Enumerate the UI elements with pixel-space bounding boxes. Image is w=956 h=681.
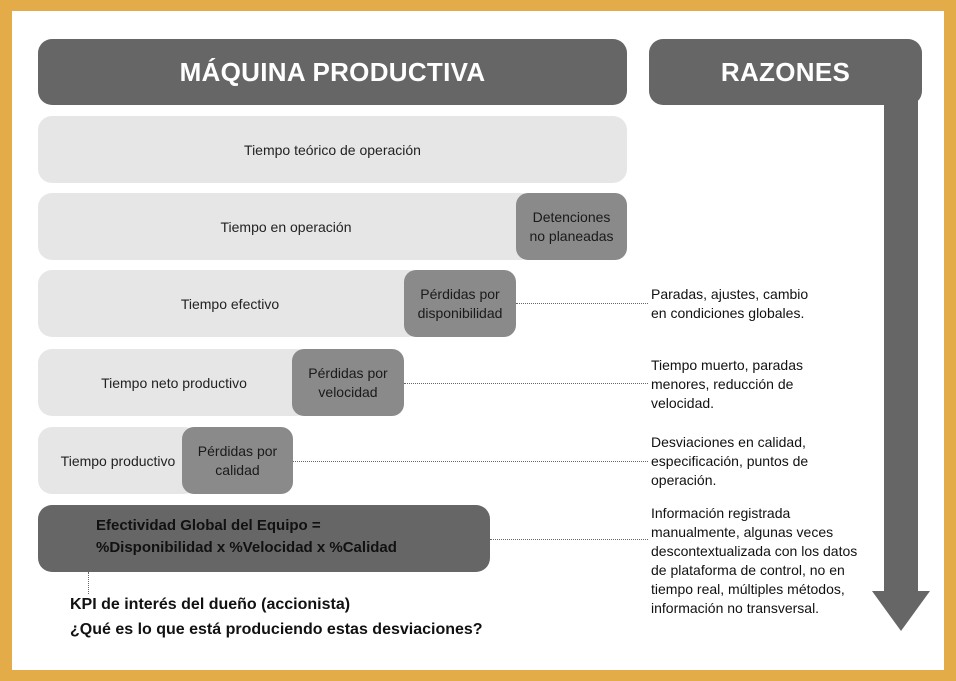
diagram-panel <box>12 11 944 670</box>
connector-speed <box>404 383 648 384</box>
reason-availability: Paradas, ajustes, cambio en condiciones globales. <box>651 286 809 321</box>
oee-formula-bar <box>38 505 490 572</box>
bar-theoretical-time <box>38 116 627 183</box>
connector-kpi <box>88 572 89 594</box>
reason-oee: Información registrada manualmente, algunas veces descontextualizada con los datos de plataforma de control, no en tiempo real, múltiples métodos, información no transversal. <box>651 505 858 616</box>
connector-quality <box>293 461 648 462</box>
connector-oee <box>490 539 648 540</box>
reason-speed: Tiempo muerto, paradas menores, reducción de velocidad. <box>651 357 803 411</box>
oee-formula-line1: Efectividad Global del Equipo = <box>96 517 321 534</box>
oee-formula-line2: %Disponibilidad x %Velocidad x %Calidad <box>96 539 397 556</box>
bar-productive-label: Tiempo productivo <box>60 452 176 469</box>
machine-header <box>38 39 627 105</box>
kpi-note <box>70 592 483 642</box>
bar-operation-label: Tiempo en operación <box>220 218 352 235</box>
bar-effective-label: Tiempo efectivo <box>180 295 280 312</box>
loss-speed: Pérdidas por velocidad <box>292 349 404 416</box>
reason-quality: Desviaciones en calidad, especificación, puntos de operación. <box>651 434 809 488</box>
bar-operation-time <box>38 193 534 260</box>
bar-net-productive-label: Tiempo neto productivo <box>101 374 247 391</box>
kpi-line2: ¿Qué es lo que está produciendo estas desviaciones? <box>70 621 483 638</box>
down-arrow-icon <box>872 91 932 631</box>
connector-availability <box>516 303 648 304</box>
machine-header-title: MÁQUINA PRODUCTIVA <box>179 56 486 87</box>
bar-net-productive-time <box>38 349 310 416</box>
loss-unplanned-stops: Detenciones no planeadas <box>516 193 627 260</box>
reasons-header-title: RAZONES <box>720 56 851 87</box>
bar-productive-time <box>38 427 198 494</box>
loss-quality: Pérdidas por calidad <box>182 427 293 494</box>
bar-effective-time <box>38 270 422 337</box>
loss-availability: Pérdidas por disponibilidad <box>404 270 516 337</box>
kpi-line1: KPI de interés del dueño (accionista) <box>70 596 351 613</box>
bar-theoretical-label: Tiempo teórico de operación <box>244 141 421 158</box>
